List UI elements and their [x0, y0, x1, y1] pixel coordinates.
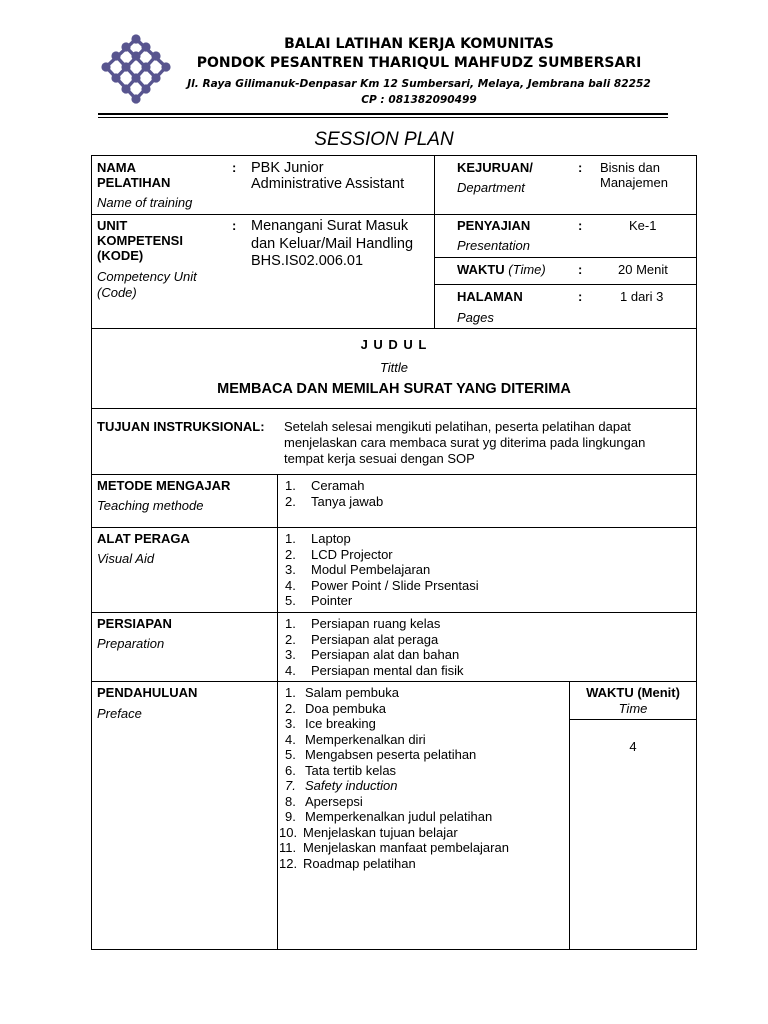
alat-label-en: Visual Aid — [97, 551, 155, 566]
list-item: 3. Modul Pembelajaran — [285, 562, 431, 577]
waktu-column-header: WAKTU (Menit) — [586, 685, 680, 700]
tujuan-label: TUJUAN INSTRUKSIONAL: — [97, 419, 265, 434]
list-item: 5. Pointer — [285, 593, 353, 608]
unit-label-en-1: Competency Unit — [97, 269, 197, 284]
kejuruan-value-line2: Manajemen — [600, 175, 668, 190]
list-item: 12. Roadmap pelatihan — [279, 855, 416, 871]
penyajian-label-en: Presentation — [457, 238, 530, 253]
nama-colon: : — [232, 160, 237, 175]
waktu-header-border — [569, 719, 697, 720]
waktu-column-header-en: Time — [618, 701, 648, 716]
alat-label: ALAT PERAGA — [97, 531, 190, 546]
waktu-column-divider — [569, 681, 570, 950]
blk-logo-icon — [98, 33, 174, 109]
waktu-label-en: (Time) — [508, 262, 546, 277]
tujuan-line3: tempat kerja sesuai dengan SOP — [284, 451, 475, 466]
list-item: 2. Persiapan alat peraga — [285, 631, 439, 647]
persiapan-list — [285, 616, 463, 678]
halaman-value: 1 dari 3 — [620, 289, 664, 304]
kejuruan-label: KEJURUAN/ — [457, 160, 533, 175]
list-item: 1. Salam pembuka — [285, 685, 399, 700]
waktu-colon: : — [578, 262, 583, 277]
list-item: 8. Apersepsi — [285, 793, 363, 809]
document-title: SESSION PLAN — [314, 129, 454, 150]
list-item: 6. Tata tertib kelas — [285, 762, 397, 778]
header-divider-thick — [98, 113, 668, 115]
tujuan-line2: menjelaskan cara membaca surat yg diterima pada lingkungan — [284, 435, 646, 450]
list-item: 2. Tanya jawab — [285, 493, 384, 509]
list-item: 2. Doa pembuka — [285, 700, 386, 716]
header-divider-thin — [98, 117, 668, 118]
unit-code: BHS.IS02.006.01 — [251, 253, 364, 269]
list-item: 7. Safety induction — [285, 778, 398, 793]
penyajian-value: Ke-1 — [629, 218, 657, 233]
metode-list — [285, 478, 383, 509]
metode-label-en: Teaching methode — [97, 498, 204, 513]
pelatihan-label: PELATIHAN — [97, 175, 171, 190]
list-item: 1. Persiapan ruang kelas — [285, 616, 441, 631]
list-item: 1. Laptop — [285, 531, 351, 546]
metode-bottom-border — [91, 527, 697, 528]
list-item: 4. Power Point / Slide Prsentasi — [285, 577, 479, 593]
kejuruan-label-en: Department — [457, 180, 525, 195]
list-item: 1. Ceramah — [285, 478, 365, 493]
kompetensi-label: KOMPETENSI — [97, 233, 183, 248]
kode-label: (KODE) — [97, 248, 144, 263]
pendahuluan-label: PENDAHULUAN — [97, 685, 198, 700]
judul-label: J U D U L — [360, 337, 428, 352]
info-table-divider — [434, 155, 435, 329]
judul-value: MEMBACA DAN MEMILAH SURAT YANG DITERIMA — [217, 381, 571, 397]
persiapan-bottom-border — [91, 681, 697, 682]
list-item: 2. LCD Projector — [285, 546, 393, 562]
nama-value-line2: Administrative Assistant — [251, 176, 405, 192]
list-item: 9. Memperkenalkan judul pelatihan — [285, 809, 493, 824]
list-item: 4. Persiapan mental dan fisik — [285, 662, 464, 678]
nama-label: NAMA — [97, 160, 136, 175]
list-item: 3. Persiapan alat dan bahan — [285, 647, 460, 662]
kejuruan-value-line1: Bisnis dan — [600, 160, 660, 175]
tujuan-line1: Setelah selesai mengikuti pelatihan, peserta pelatihan dapat — [284, 419, 631, 434]
persiapan-label-en: Preparation — [97, 636, 165, 651]
unit-label-en-2: (Code) — [97, 285, 137, 300]
halaman-colon: : — [578, 289, 583, 304]
alat-list — [285, 531, 479, 609]
unit-value-line2: dan Keluar/Mail Handling — [251, 236, 414, 252]
nama-value-line1: PBK Junior — [251, 160, 324, 176]
pendahuluan-list — [279, 685, 509, 871]
nama-label-en: Name of training — [97, 195, 193, 210]
info-row-divider-right-3 — [434, 284, 697, 285]
info-row-divider-left — [91, 214, 434, 215]
penyajian-colon: : — [578, 218, 583, 233]
judul-label-en: Tittle — [379, 360, 409, 375]
list-item: 11. Menjelaskan manfaat pembelajaran — [279, 840, 509, 855]
unit-label: UNIT — [97, 218, 128, 233]
judul-bottom-border — [91, 408, 697, 409]
metode-label: METODE MENGAJAR — [97, 478, 231, 493]
unit-value-line1: Menangani Surat Masuk — [251, 218, 409, 234]
org-phone: CP : 081382090499 — [361, 94, 477, 106]
list-item: 3. Ice breaking — [285, 716, 376, 731]
tujuan-bottom-border — [91, 474, 697, 475]
info-row-divider-right-2 — [434, 257, 697, 258]
halaman-label-en: Pages — [457, 310, 494, 325]
penyajian-label: PENYAJIAN — [457, 218, 531, 233]
list-item: 4. Memperkenalkan diri — [285, 731, 426, 747]
pendahuluan-label-en: Preface — [97, 706, 142, 721]
info-row-divider-right-1 — [434, 214, 697, 215]
waktu-label-group — [457, 262, 546, 278]
org-address: Jl. Raya Gilimanuk-Denpasar Km 12 Sumbersari, Melaya, Jembrana bali 82252 — [187, 78, 651, 90]
org-name-line1: BALAI LATIHAN KERJA KOMUNITAS — [284, 36, 554, 52]
org-name-line2: PONDOK PESANTREN THARIQUL MAHFUDZ SUMBERSARI — [196, 55, 642, 71]
persiapan-label: PERSIAPAN — [97, 616, 172, 631]
waktu-label: WAKTU — [457, 262, 505, 277]
pendahuluan-time-value: 4 — [629, 739, 637, 754]
alat-bottom-border — [91, 612, 697, 613]
session-column-divider — [277, 474, 278, 950]
list-item: 10. Menjelaskan tujuan belajar — [279, 824, 458, 840]
list-item: 5. Mengabsen peserta pelatihan — [285, 747, 477, 762]
unit-colon: : — [232, 218, 237, 233]
kejuruan-colon: : — [578, 160, 583, 175]
halaman-label: HALAMAN — [457, 289, 523, 304]
waktu-value: 20 Menit — [618, 262, 668, 277]
